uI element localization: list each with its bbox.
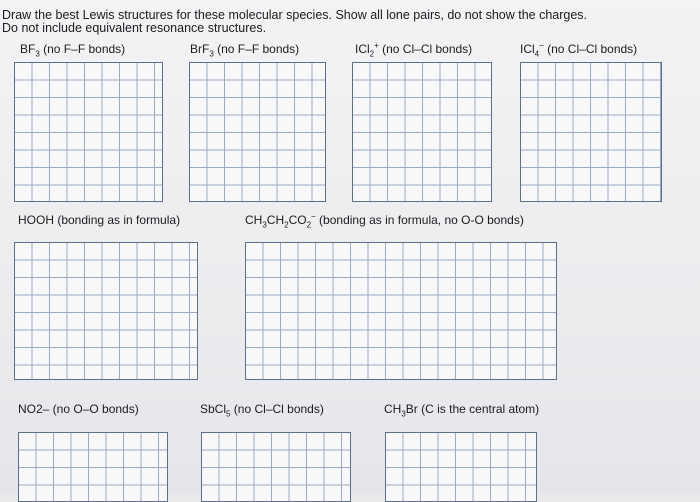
drawing-grid-brf3[interactable] — [189, 62, 326, 202]
label-no2: NO2– (no O–O bonds) — [18, 402, 139, 416]
label-ch3br: $CH_3Br$ (C is the central atom) — [384, 402, 540, 419]
drawing-grid-ch3br[interactable] — [385, 432, 537, 502]
label-propanoate: $CH_3CH_2CO_2^-$ (bonding as in formula, no O-O bonds) — [245, 212, 524, 230]
label-bf3: $BF_3$ (no F–F bonds) — [20, 42, 126, 59]
drawing-grid-icl4[interactable] — [520, 62, 662, 202]
label-icl4-minus: ICl$_4$− (no Cl–Cl bonds) — [520, 41, 638, 59]
drawing-grid-propanoate[interactable] — [245, 242, 557, 380]
label-icl2-plus: ICl$_2$+ (no Cl–Cl bonds) — [355, 41, 473, 59]
instruction-line-1: Draw the best Lewis structures for these molecular species. Show all lone pairs, do not show the charges. — [2, 8, 588, 22]
label-brf3: BrF$_3$ (no F–F bonds) — [190, 42, 300, 59]
drawing-grid-sbcl5[interactable] — [201, 432, 351, 502]
label-hooh: HOOH (bonding as in formula) — [18, 213, 181, 227]
instruction-line-2: Do not include equivalent resonance structures. — [2, 21, 267, 35]
drawing-grid-no2[interactable] — [18, 432, 168, 502]
drawing-grid-hooh[interactable] — [14, 242, 198, 380]
label-sbcl5: SbCl$_5$ (no Cl–Cl bonds) — [200, 402, 324, 419]
drawing-grid-bf3[interactable] — [14, 62, 163, 202]
drawing-grid-icl2[interactable] — [352, 62, 492, 202]
